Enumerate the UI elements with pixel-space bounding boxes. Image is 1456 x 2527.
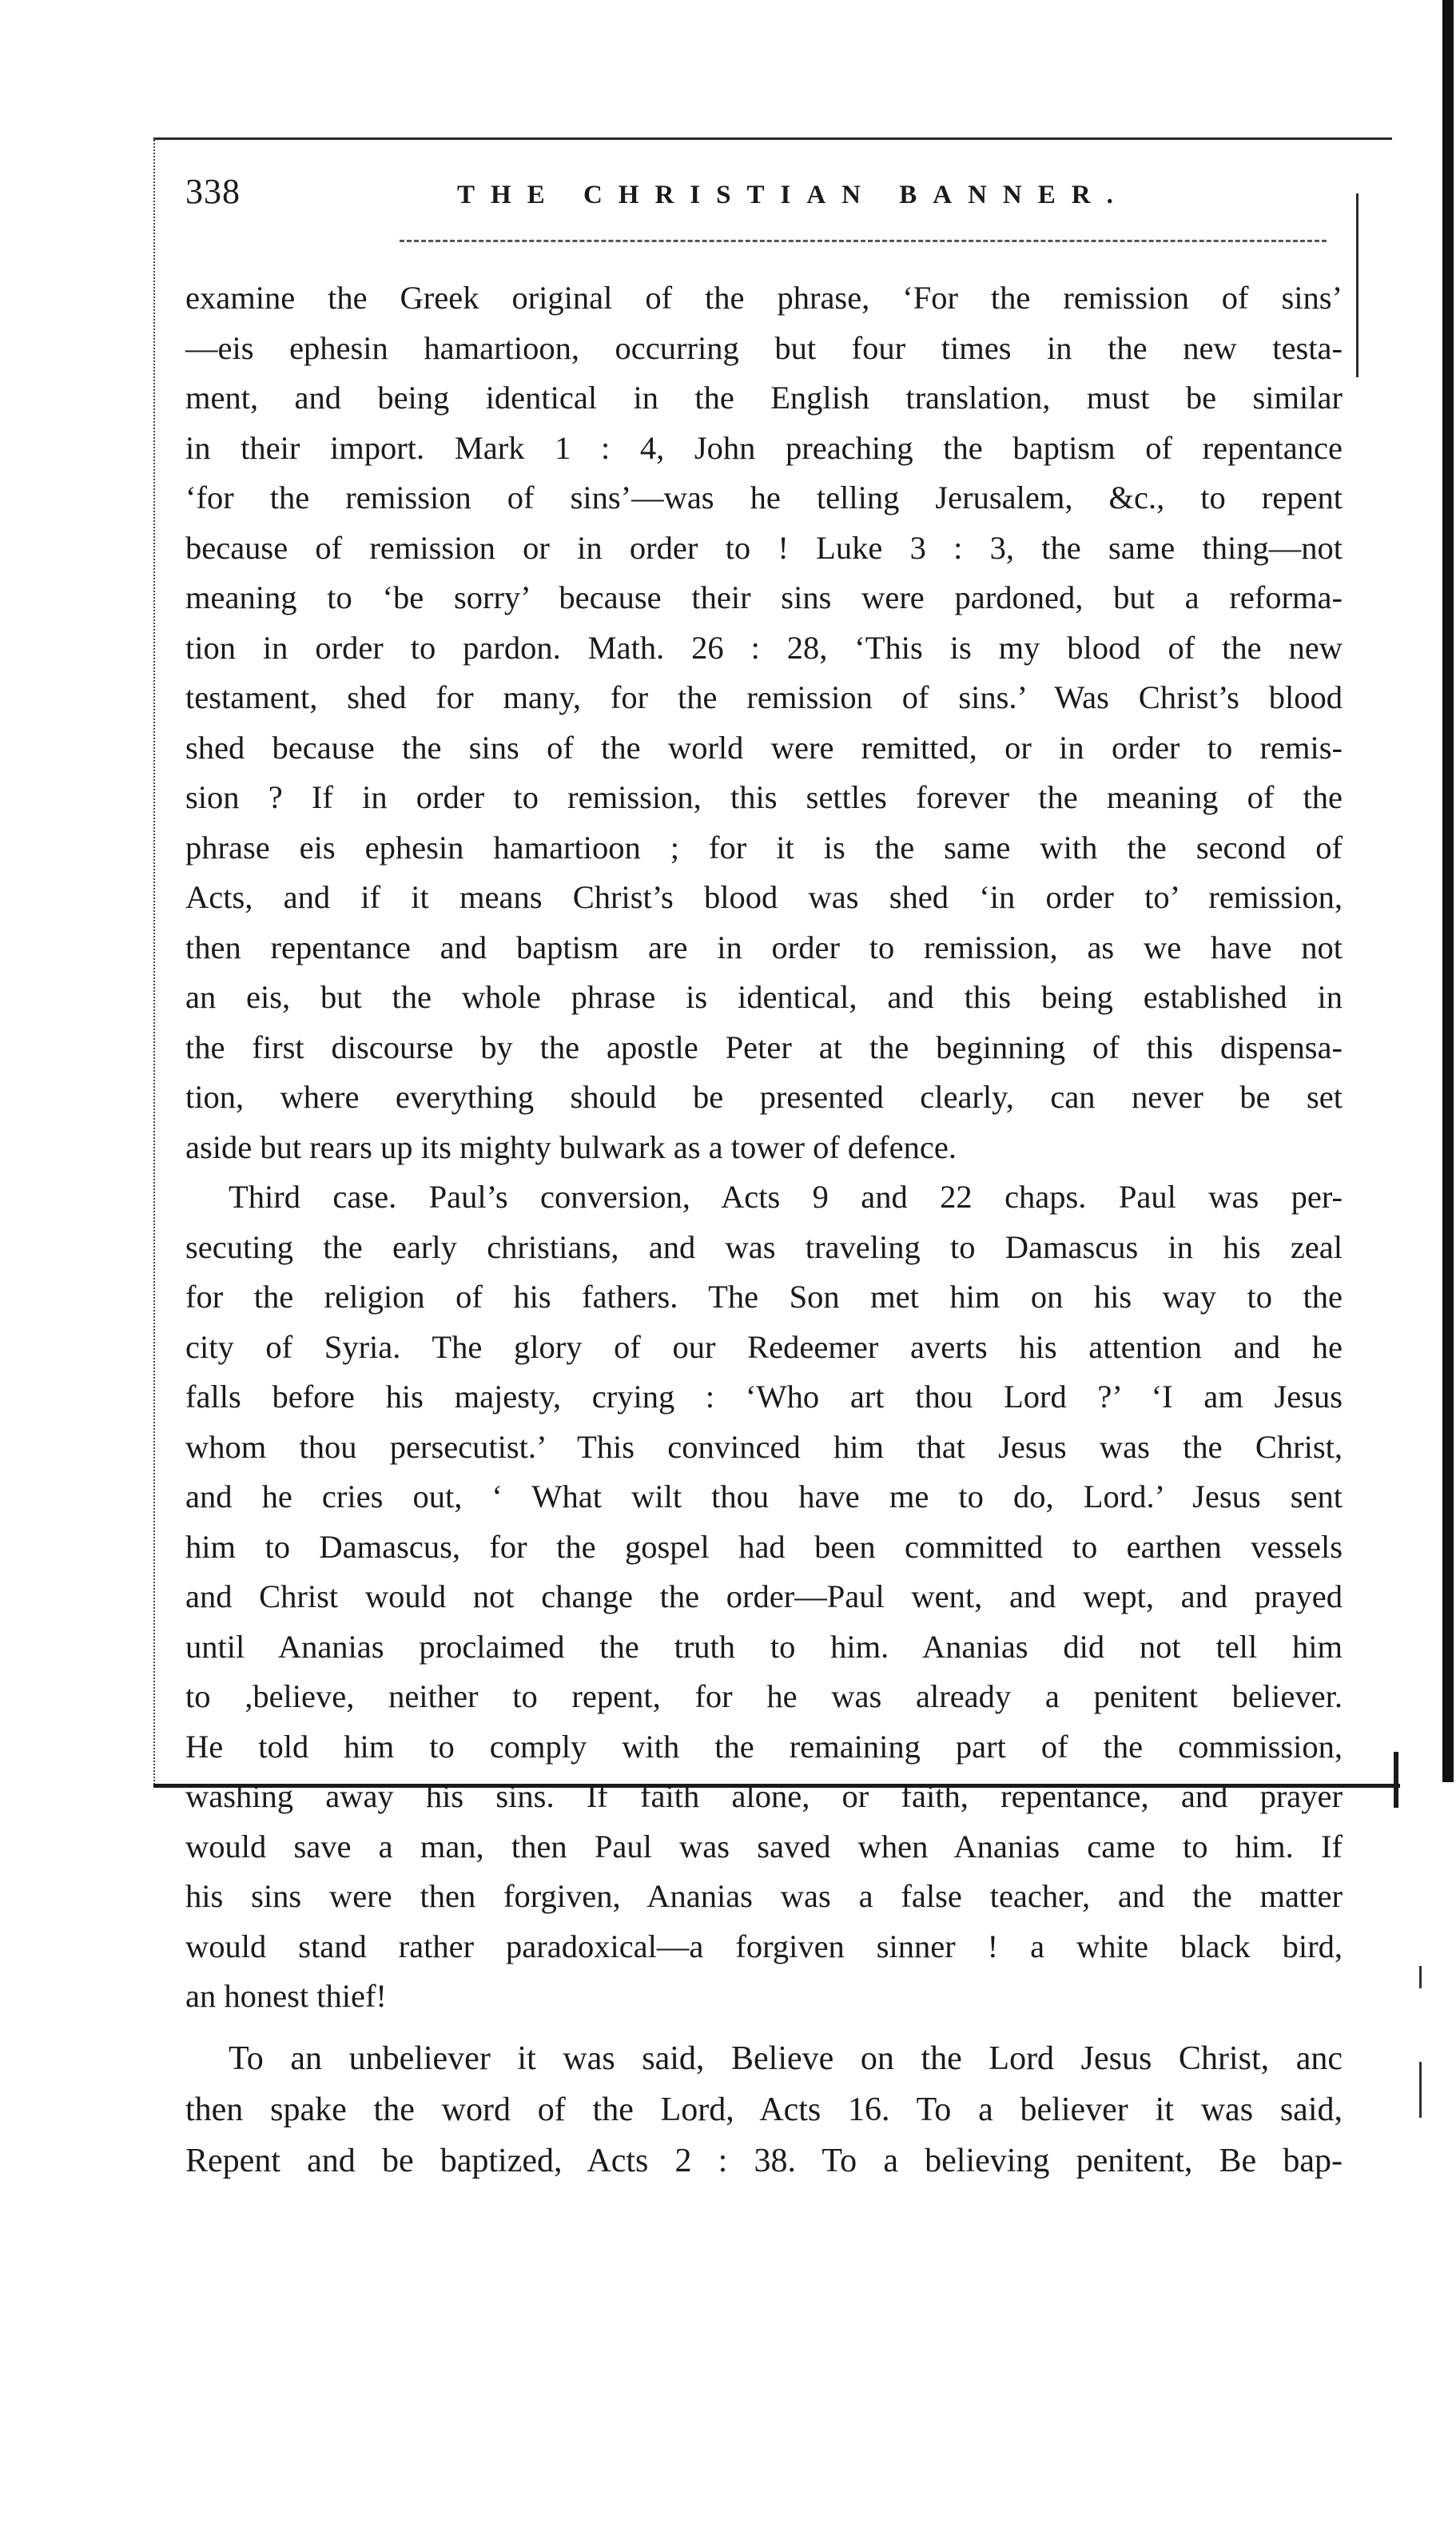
paragraph-greek-phrase xyxy=(185,273,1343,1172)
text-line: then repentance and baptism are in order to remission, as we have not xyxy=(185,929,1343,965)
text-line: then spake the word of the Lord, Acts 16. To a believer it was said, xyxy=(185,2091,1343,2128)
text-line: testament, shed for many, for the remission of sins.’ Was Christ’s blood xyxy=(185,679,1343,715)
text-line: for the religion of his fathers. The Son met him on his way to the xyxy=(185,1279,1343,1315)
text-line: and he cries out, ‘ What wilt thou have me to do, Lord.’ Jesus sent xyxy=(185,1478,1343,1514)
text-line: washing away his sins. If faith alone, or faith, repentance, and prayer xyxy=(185,1778,1343,1814)
text-line: Repent and be baptized, Acts 2 : 38. To a believing penitent, Be bap- xyxy=(185,2142,1343,2179)
bottom-right-corner-rule xyxy=(1394,1752,1398,1808)
text-line: because of remission or in order to ! Luke 3 : 3, the same thing—not xyxy=(185,529,1343,566)
text-line: ment, and being identical in the English translation, must be similar xyxy=(185,380,1343,416)
body-text xyxy=(185,273,1343,2187)
text-line: tion, where everything should be presented clearly, can never be set xyxy=(185,1079,1343,1115)
text-line: To an unbeliever it was said, Believe on the Lord Jesus Christ, anc xyxy=(229,2040,1343,2077)
page-header xyxy=(185,171,1336,219)
text-line: He told him to comply with the remaining part of the commission, xyxy=(185,1728,1343,1765)
text-line: examine the Greek original of the phrase, ‘For the remission of sins’ xyxy=(185,280,1343,316)
text-line: ‘for the remission of sins’—was he telling Jerusalem, &c., to repent xyxy=(185,480,1343,515)
margin-mark xyxy=(1419,1966,1422,1988)
text-line: tion in order to pardon. Math. 26 : 28, ‘This is my blood of the new xyxy=(185,629,1343,666)
text-line: secuting the early christians, and was traveling to Damascus in his zeal xyxy=(185,1228,1343,1265)
text-line: to ,believe, neither to repent, for he was already a penitent believer. xyxy=(185,1678,1343,1714)
left-border-rule xyxy=(153,137,155,1788)
text-line: sion ? If in order to remission, this settles forever the meaning of the xyxy=(185,779,1343,815)
text-line: phrase eis ephesin hamartioon ; for it is the same with the second of xyxy=(185,829,1343,866)
text-line: city of Syria. The glory of our Redeemer averts his attention and he xyxy=(185,1328,1343,1365)
header-separator-dashes xyxy=(400,240,1327,242)
text-line: meaning to ‘be sorry’ because their sins were pardoned, but a reforma- xyxy=(185,579,1343,615)
text-line: him to Damascus, for the gospel had been committed to earthen vessels xyxy=(185,1528,1343,1565)
right-margin-rule xyxy=(1356,193,1359,377)
text-line: would stand rather paradoxical—a forgiven sinner ! a white black bird, xyxy=(185,1928,1343,1964)
text-line: would save a man, then Paul was saved when Ananias came to him. If xyxy=(185,1828,1343,1864)
text-line: shed because the sins of the world were remitted, or in order to remis- xyxy=(185,729,1343,766)
text-line: and Christ would not change the order—Paul went, and wept, and prayed xyxy=(185,1578,1343,1614)
paragraph-third-case xyxy=(185,1172,1343,2022)
text-line: Third case. Paul’s conversion, Acts 9 and 22 chaps. Paul was per- xyxy=(229,1179,1343,1215)
text-line: an honest thief! xyxy=(185,1978,387,2014)
paragraph-unbeliever xyxy=(185,2033,1343,2187)
text-line: the first discourse by the apostle Peter at the beginning of this dispensa- xyxy=(185,1029,1343,1065)
text-line: —eis ephesin hamartioon, occurring but four times in the new testa- xyxy=(185,329,1343,366)
text-line: whom thou persecutist.’ This convinced him that Jesus was the Christ, xyxy=(185,1428,1343,1465)
text-line: an eis, but the whole phrase is identical, and this being established in xyxy=(185,979,1343,1015)
book-edge-shadow xyxy=(1442,0,1454,1782)
page-number: 338 xyxy=(185,172,241,211)
text-line: until Ananias proclaimed the truth to him. Ananias did not tell him xyxy=(185,1628,1343,1665)
text-line: aside but rears up its mighty bulwark as a tower of defence. xyxy=(185,1128,957,1165)
text-line: falls before his majesty, crying : ‘Who art thou Lord ?’ ‘I am Jesus xyxy=(185,1379,1343,1415)
text-line: his sins were then forgiven, Ananias was a false teacher, and the matter xyxy=(185,1878,1343,1914)
margin-mark xyxy=(1419,2062,1422,2118)
top-border-rule xyxy=(153,137,1392,140)
running-title: THE CHRISTIAN BANNER. xyxy=(457,181,1129,209)
paragraph-gap xyxy=(185,2022,1343,2033)
text-line: in their import. Mark 1 : 4, John preaching the baptism of repentance xyxy=(185,429,1343,466)
text-line: Acts, and if it means Christ’s blood was shed ‘in order to’ remission, xyxy=(185,879,1343,915)
